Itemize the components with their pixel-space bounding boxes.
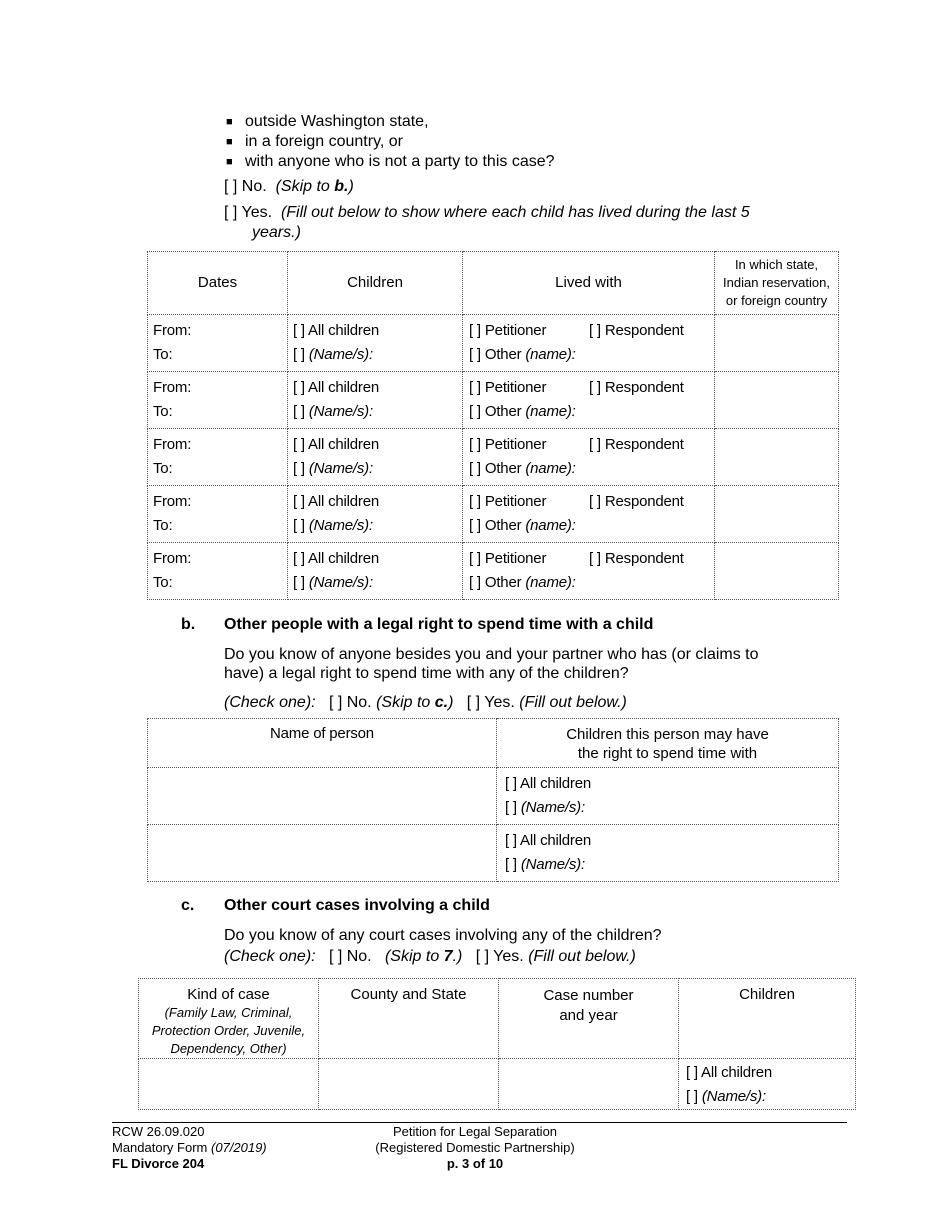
- bullet-icon: ■: [226, 136, 233, 148]
- section-b-title: Other people with a legal right to spend time with a child: [224, 616, 654, 633]
- check-one-label: (Check one):: [224, 948, 316, 965]
- all-children-checkbox[interactable]: [ ] All children: [293, 322, 380, 339]
- to-label: To:: [153, 517, 173, 534]
- dates-cell[interactable]: [148, 543, 288, 600]
- skip-target: c.: [434, 694, 449, 711]
- no-checkbox[interactable]: [ ] No.: [328, 948, 372, 965]
- section-b-check: [224, 693, 627, 713]
- header-case-number: [499, 979, 679, 1059]
- respondent-checkbox[interactable]: [ ] Respondent: [589, 550, 684, 567]
- table-row: [148, 315, 839, 372]
- skip-note: (Skip to: [376, 694, 435, 711]
- header-location-line: or foreign country: [725, 293, 828, 308]
- person-name-cell[interactable]: [148, 768, 497, 825]
- footer-left: [112, 1124, 267, 1172]
- yes-checkbox[interactable]: [ ] Yes.: [224, 204, 273, 221]
- table-row: [148, 768, 839, 825]
- skip-target: 7: [443, 948, 453, 965]
- petitioner-checkbox[interactable]: [ ] Petitioner: [469, 493, 547, 510]
- to-label: To:: [153, 460, 173, 477]
- respondent-checkbox[interactable]: [ ] Respondent: [589, 379, 684, 396]
- children-cell: [288, 372, 463, 429]
- lived-with-options: [469, 490, 714, 514]
- location-cell[interactable]: [715, 315, 839, 372]
- children-cell: [497, 825, 839, 882]
- section-b-question: Do you know of anyone besides you and your partner who has (or claims to: [224, 646, 759, 663]
- to-label: To:: [153, 346, 173, 363]
- footer-title: Petition for Legal Separation: [392, 1124, 558, 1139]
- to-label: To:: [153, 403, 173, 420]
- header-line: Children this person may have: [566, 726, 769, 743]
- all-children-checkbox[interactable]: [ ] All children: [505, 832, 592, 849]
- table-row: [139, 1059, 856, 1110]
- skip-note-end: ): [448, 694, 454, 711]
- respondent-checkbox[interactable]: [ ] Respondent: [589, 436, 684, 453]
- county-state-cell[interactable]: [319, 1059, 499, 1110]
- from-label: From:: [153, 322, 192, 339]
- children-cell: [497, 768, 839, 825]
- footer-mandatory: Mandatory Form (07/2019): [112, 1140, 267, 1155]
- lived-with-cell: [463, 486, 715, 543]
- fill-note: (Fill out below.): [519, 694, 627, 711]
- other-checkbox[interactable]: [ ] Other (name):: [469, 346, 576, 363]
- lived-with-cell: [463, 315, 715, 372]
- header-kind-sub: Protection Order, Juvenile,: [151, 1023, 306, 1038]
- footer-page-number: p. 3 of 10: [446, 1156, 504, 1171]
- header-kind-title: Kind of case: [187, 986, 270, 1003]
- kind-of-case-cell[interactable]: [139, 1059, 319, 1110]
- section-c-letter: c.: [181, 897, 195, 914]
- table-row: [148, 543, 839, 600]
- no-checkbox[interactable]: [ ] No.: [328, 694, 372, 711]
- location-cell[interactable]: [715, 543, 839, 600]
- location-cell[interactable]: [715, 372, 839, 429]
- table-row: [148, 372, 839, 429]
- bullet-icon: ■: [226, 116, 233, 128]
- table-header-row: [148, 252, 839, 315]
- all-children-checkbox[interactable]: [ ] All children: [293, 550, 380, 567]
- skip-note-end: .): [452, 948, 463, 965]
- lived-with-options: [469, 319, 714, 343]
- table-row: [148, 486, 839, 543]
- names-checkbox[interactable]: [ ] (Name/s):: [686, 1088, 766, 1105]
- court-cases-table: [138, 978, 856, 1110]
- location-cell[interactable]: [715, 486, 839, 543]
- petitioner-checkbox[interactable]: [ ] Petitioner: [469, 379, 547, 396]
- header-location: [715, 252, 839, 315]
- yes-note: (Fill out below to show where each child has lived during the last 5: [280, 204, 750, 221]
- all-children-checkbox[interactable]: [ ] All children: [293, 436, 380, 453]
- section-b-letter: b.: [181, 616, 196, 633]
- section-c-check: [224, 947, 636, 967]
- lived-with-options: [469, 376, 714, 400]
- all-children-checkbox[interactable]: [ ] All children: [505, 775, 592, 792]
- section-c-question: Do you know of any court cases involving any of the children?: [224, 927, 662, 944]
- section-b-question-line2: have) a legal right to spend time with any of the children?: [224, 665, 629, 682]
- header-lived-with: Lived with: [463, 252, 715, 315]
- bullet-icon: ■: [226, 156, 233, 168]
- other-checkbox[interactable]: [ ] Other (name):: [469, 460, 576, 477]
- header-line: the right to spend time with: [577, 745, 758, 762]
- children-cell: [288, 315, 463, 372]
- petitioner-checkbox[interactable]: [ ] Petitioner: [469, 436, 547, 453]
- children-cell: [288, 429, 463, 486]
- from-label: From:: [153, 550, 192, 567]
- header-line: Case number: [543, 987, 634, 1004]
- all-children-checkbox[interactable]: [ ] All children: [293, 493, 380, 510]
- dates-cell[interactable]: [148, 429, 288, 486]
- names-checkbox[interactable]: [ ] (Name/s):: [505, 856, 585, 873]
- header-county-state: County and State: [319, 979, 499, 1059]
- no-checkbox[interactable]: [ ] No.: [224, 178, 267, 195]
- other-checkbox[interactable]: [ ] Other (name):: [469, 574, 576, 591]
- footer-form-id: FL Divorce 204: [112, 1156, 205, 1171]
- header-line: and year: [559, 1007, 618, 1024]
- bullet-text: in a foreign country, or: [245, 133, 404, 150]
- header-children-time: [497, 719, 839, 768]
- table-header-row: [139, 979, 856, 1059]
- answer-no[interactable]: [224, 177, 354, 197]
- lived-with-cell: [463, 372, 715, 429]
- residence-table: [147, 251, 839, 600]
- children-cell: [288, 486, 463, 543]
- dates-cell[interactable]: [148, 486, 288, 543]
- yes-note-line2: years.): [252, 224, 301, 241]
- header-location-line: Indian reservation,: [723, 275, 830, 290]
- all-children-checkbox[interactable]: [ ] All children: [293, 379, 380, 396]
- footer-rcw: RCW 26.09.020: [112, 1124, 205, 1139]
- names-checkbox[interactable]: [ ] (Name/s):: [293, 517, 373, 534]
- lived-with-cell: [463, 429, 715, 486]
- person-name-cell[interactable]: [148, 825, 497, 882]
- names-checkbox[interactable]: [ ] (Name/s):: [293, 460, 373, 477]
- table-header-row: [148, 719, 839, 768]
- case-number-cell[interactable]: [499, 1059, 679, 1110]
- skip-note: (Skip to: [384, 948, 444, 965]
- other-checkbox[interactable]: [ ] Other (name):: [469, 517, 576, 534]
- from-label: From:: [153, 436, 192, 453]
- table-row: [148, 429, 839, 486]
- lived-with-options: [469, 433, 714, 457]
- lived-with-cell: [463, 543, 715, 600]
- location-cell[interactable]: [715, 429, 839, 486]
- names-checkbox[interactable]: [ ] (Name/s):: [505, 799, 585, 816]
- bullet-text: outside Washington state,: [245, 113, 429, 130]
- section-c-title: Other court cases involving a child: [224, 897, 490, 914]
- footer-subtitle: (Registered Domestic Partnership): [375, 1140, 575, 1155]
- dates-cell[interactable]: [148, 372, 288, 429]
- to-label: To:: [153, 574, 173, 591]
- lived-with-options: [469, 547, 714, 571]
- petitioner-checkbox[interactable]: [ ] Petitioner: [469, 322, 547, 339]
- header-kind-sub: (Family Law, Criminal,: [164, 1005, 293, 1020]
- other-checkbox[interactable]: [ ] Other (name):: [469, 403, 576, 420]
- from-label: From:: [153, 493, 192, 510]
- skip-note: (Skip to: [275, 178, 335, 195]
- footer-center: [325, 1124, 625, 1172]
- header-name-of-person: Name of person: [148, 719, 497, 768]
- legal-right-table: [147, 718, 839, 882]
- yes-checkbox[interactable]: [ ] Yes.: [466, 694, 515, 711]
- header-dates: Dates: [148, 252, 288, 315]
- bullet-text: with anyone who is not a party to this case?: [245, 153, 555, 170]
- from-label: From:: [153, 379, 192, 396]
- names-checkbox[interactable]: [ ] (Name/s):: [293, 346, 373, 363]
- check-one-label: (Check one):: [224, 694, 316, 711]
- petitioner-checkbox[interactable]: [ ] Petitioner: [469, 550, 547, 567]
- footer-divider: [112, 1122, 847, 1123]
- names-checkbox[interactable]: [ ] (Name/s):: [293, 574, 373, 591]
- yes-checkbox[interactable]: [ ] Yes.: [475, 948, 524, 965]
- table-row: [148, 825, 839, 882]
- respondent-checkbox[interactable]: [ ] Respondent: [589, 493, 684, 510]
- children-cell: [679, 1059, 856, 1110]
- names-checkbox[interactable]: [ ] (Name/s):: [293, 403, 373, 420]
- dates-cell[interactable]: [148, 315, 288, 372]
- skip-target: b.: [334, 178, 349, 195]
- respondent-checkbox[interactable]: [ ] Respondent: [589, 322, 684, 339]
- children-cell: [288, 543, 463, 600]
- fill-note: (Fill out below.): [528, 948, 636, 965]
- answer-yes[interactable]: [224, 203, 750, 223]
- skip-note-end: ): [348, 178, 354, 195]
- header-location-line: In which state,: [734, 257, 819, 272]
- header-kind-of-case: [139, 979, 319, 1059]
- all-children-checkbox[interactable]: [ ] All children: [686, 1064, 773, 1081]
- header-kind-sub: Dependency, Other): [170, 1041, 287, 1056]
- header-children: Children: [679, 979, 856, 1059]
- header-children: Children: [288, 252, 463, 315]
